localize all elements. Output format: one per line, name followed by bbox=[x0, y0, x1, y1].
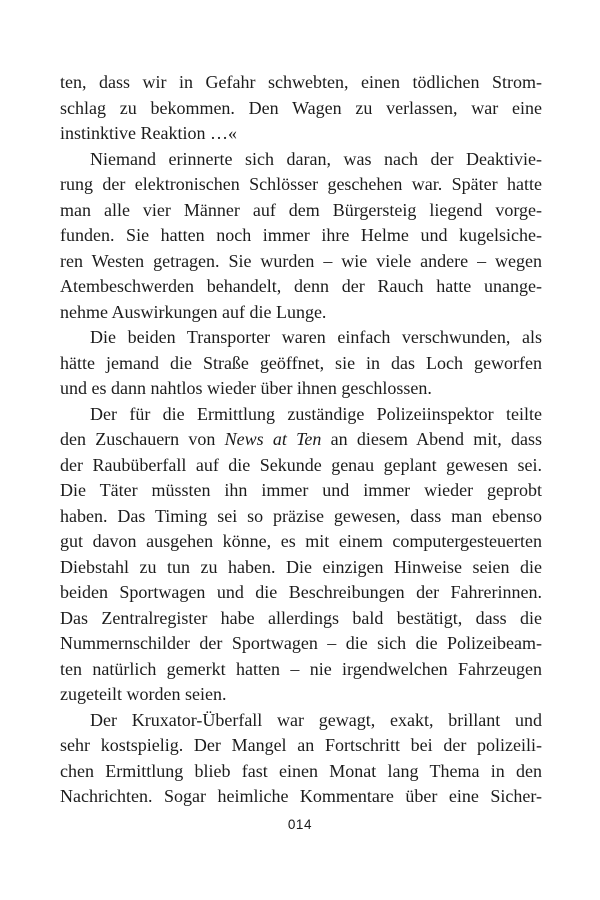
text-line: ten natürlich gemerkt hatten – nie irgendwelchen Fahrzeugen bbox=[60, 658, 542, 679]
text-segment: den Zuschauern von bbox=[60, 429, 225, 449]
italic-title-segment: News at Ten bbox=[224, 429, 322, 449]
text-line: Der Kruxator-Überfall war gewagt, exakt, brillant und bbox=[90, 709, 542, 730]
text-line: chen Ermittlung blieb fast einen Monat lang Thema in den bbox=[60, 760, 542, 781]
text-line: hätte jemand die Straße geöffnet, sie in das Loch geworfen bbox=[60, 352, 542, 373]
text-line: Diebstahl zu tun zu haben. Die einzigen Hinweise seien die bbox=[60, 556, 542, 577]
text-line: zugeteilt worden seien. bbox=[60, 684, 227, 704]
text-line: Das Zentralregister habe allerdings bald bestätigt, dass die bbox=[60, 607, 542, 628]
text-line: haben. Das Timing sei so präzise gewesen, dass man ebenso bbox=[60, 505, 542, 526]
text-line: beiden Sportwagen und die Beschreibungen der Fahrerinnen. bbox=[60, 582, 542, 602]
text-line: Die beiden Transporter waren einfach verschwunden, als bbox=[90, 327, 542, 347]
text-line: sehr kostspielig. Der Mangel an Fortschritt bei der polizeili- bbox=[60, 735, 542, 755]
text-line: Atembeschwerden behandelt, denn der Rauch hatte unange- bbox=[60, 276, 542, 296]
text-line bbox=[60, 427, 542, 453]
text-line: Der für die Ermittlung zuständige Polizeiinspektor teilte bbox=[90, 403, 542, 424]
text-line: und es dann nahtlos wieder über ihnen geschlossen. bbox=[60, 378, 432, 398]
text-line: Die Täter müssten ihn immer und immer wieder geprobt bbox=[60, 480, 542, 500]
text-line: Niemand erinnerte sich daran, was nach der Deaktivie- bbox=[90, 148, 542, 169]
text-line: der Raubüberfall auf die Sekunde genau geplant gewesen sei. bbox=[60, 454, 542, 475]
text-line: rung der elektronischen Schlösser geschehen war. Später hatte bbox=[60, 174, 542, 194]
text-line: schlag zu bekommen. Den Wagen zu verlassen, war eine bbox=[60, 97, 542, 118]
text-line: gut davon ausgehen könne, es mit einem computergesteuerten bbox=[60, 531, 542, 551]
body-text bbox=[60, 70, 542, 810]
text-line: man alle vier Männer auf dem Bürgersteig liegend vorge- bbox=[60, 199, 542, 220]
text-line: funden. Sie hatten noch immer ihre Helme und kugelsiche- bbox=[60, 225, 542, 245]
text-line: ren Westen getragen. Sie wurden – wie viele andere – wegen bbox=[60, 250, 542, 271]
text-line: instinktive Reaktion …« bbox=[60, 123, 237, 143]
text-line: Nummernschilder der Sportwagen – die sich die Polizeibeam- bbox=[60, 633, 542, 653]
text-line: nehme Auswirkungen auf die Lunge. bbox=[60, 301, 327, 322]
page-number: 014 bbox=[287, 817, 313, 832]
text-line: Nachrichten. Sogar heimliche Kommentare über eine Sicher- bbox=[60, 786, 542, 806]
text-segment: an diesem Abend mit, dass bbox=[321, 429, 542, 449]
text-line: ten, dass wir in Gefahr schwebten, einen tödlichen Strom- bbox=[60, 72, 542, 92]
